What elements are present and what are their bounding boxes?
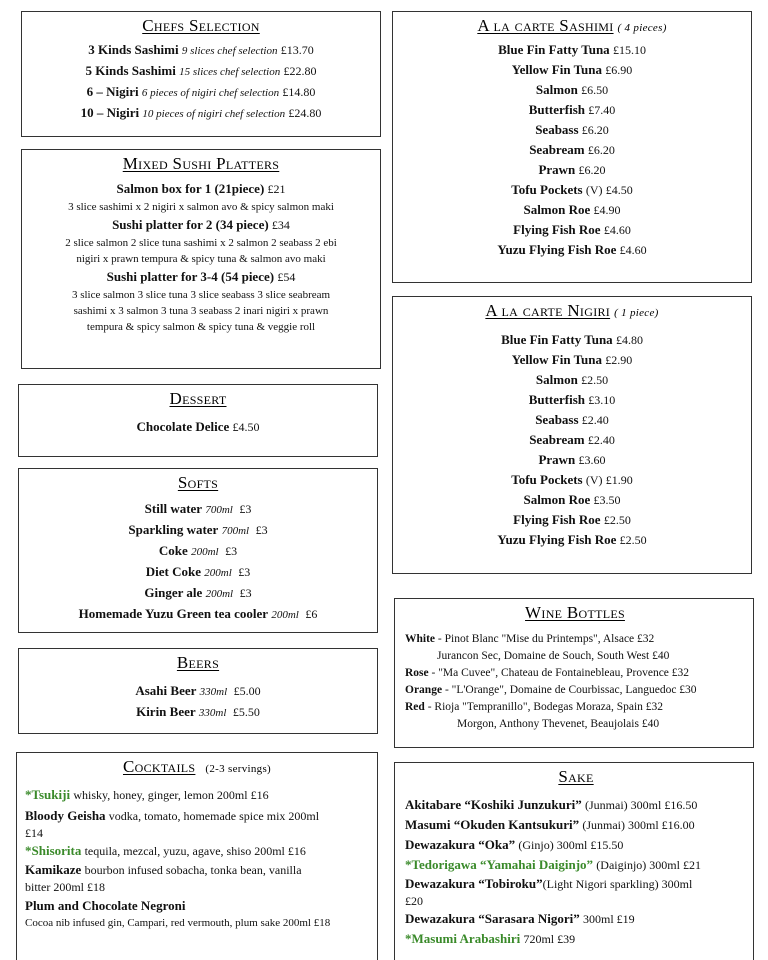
- list-item: Rose - "Ma Cuvee", Chateau de Fontainebleau, Provence £32: [405, 667, 690, 679]
- list-item: Blue Fin Fatty Tuna £15.10: [498, 42, 646, 57]
- list-item: Morgon, Anthony Thevenet, Beaujolais £40: [457, 718, 660, 730]
- list-item: Masumi “Okuden Kantsukuri” (Junmai) 300ml £16.00: [405, 817, 695, 832]
- list-item: Seabass £6.20: [535, 122, 609, 137]
- list-item: Homemade Yuzu Green tea cooler 200ml £6: [78, 606, 318, 621]
- cocktails-title: Cocktails (2-3 servings): [122, 757, 272, 776]
- list-item: Kamikaze bourbon infused sobacha, tonka bean, vanilla bitter 200ml £18: [25, 862, 302, 894]
- list-item: Chocolate Delice £4.50: [136, 419, 260, 434]
- list-item: Tofu Pockets (V) £1.90: [511, 472, 633, 487]
- chefs-selection-section: [21, 11, 381, 137]
- list-item: Yellow Fin Tuna £6.90: [511, 62, 633, 77]
- sashimi-title: A la carte Sashimi ( 4 pieces): [477, 16, 667, 35]
- list-item: Sparkling water 700ml £3: [128, 522, 268, 537]
- cocktails-section: [16, 752, 378, 960]
- list-item: Yuzu Flying Fish Roe £4.60: [497, 242, 647, 257]
- list-item: Diet Coke 200ml £3: [145, 564, 251, 579]
- list-item: 5 Kinds Sashimi 15 slices chef selection £22.80: [85, 63, 317, 78]
- sake-title: Sake: [558, 767, 594, 786]
- platters-title: Mixed Sushi Platters: [122, 154, 280, 173]
- chefs-list: [22, 40, 380, 124]
- list-item: Sushi platter for 3-4 (54 piece) £54: [106, 269, 296, 284]
- list-item: Salmon box for 1 (21piece) £21: [116, 181, 286, 196]
- softs-title: Softs: [177, 473, 219, 492]
- wine-section: [394, 598, 754, 748]
- list-item: Dewazakura “Oka” (Ginjo) 300ml £15.50: [405, 837, 624, 852]
- list-item: Dewazakura “Sarasara Nigori” 300ml £19: [405, 911, 635, 926]
- list-item: Yuzu Flying Fish Roe £2.50: [497, 532, 647, 547]
- nigiri-section: [392, 296, 752, 574]
- list-item: Still water 700ml £3: [144, 501, 252, 516]
- list-item: Salmon £2.50: [535, 372, 609, 387]
- list-item: Asahi Beer 330ml £5.00: [135, 683, 261, 698]
- item-description: 3 slice sashimi x 2 nigiri x salmon avo & spicy salmon maki: [68, 201, 334, 213]
- list-item: Yellow Fin Tuna £2.90: [511, 352, 633, 367]
- list-item: Prawn £6.20: [538, 162, 606, 177]
- list-item: *Tedorigawa “Yamahai Daiginjo” (Daiginjo) 300ml £21: [405, 857, 701, 872]
- list-item: Kirin Beer 330ml £5.50: [136, 704, 260, 719]
- platters-list: [22, 179, 380, 335]
- list-item: Dewazakura “Tobiroku”(Light Nigori sparkling) 300ml £20: [405, 876, 693, 908]
- list-item: Salmon £6.50: [535, 82, 609, 97]
- list-item: *Shisorita tequila, mezcal, yuzu, agave, shiso 200ml £16: [25, 843, 306, 858]
- list-item: Plum and Chocolate Negroni Cocoa nib infused gin, Campari, red vermouth, plum sake 200ml £18: [25, 898, 331, 929]
- list-item: Tofu Pockets (V) £4.50: [511, 182, 633, 197]
- list-item: Orange - "L'Orange", Domaine de Courbissac, Languedoc £30: [405, 684, 697, 696]
- item-description: tempura & spicy salmon & spicy tuna & veggie roll: [86, 321, 316, 333]
- list-item: Seabass £2.40: [535, 412, 609, 427]
- list-item: Blue Fin Fatty Tuna £4.80: [501, 332, 643, 347]
- list-item: Butterfish £7.40: [528, 102, 616, 117]
- list-item: Flying Fish Roe £4.60: [513, 222, 631, 237]
- dessert-title: Dessert: [169, 389, 227, 408]
- softs-section: [18, 468, 378, 633]
- list-item: Seabream £6.20: [529, 142, 615, 157]
- dessert-section: [18, 384, 378, 457]
- beers-section: [18, 648, 378, 734]
- list-item: Prawn £3.60: [538, 452, 606, 467]
- list-item: Flying Fish Roe £2.50: [513, 512, 631, 527]
- list-item: White - Pinot Blanc "Mise du Printemps", Alsace £32: [405, 633, 655, 645]
- list-item: Ginger ale 200ml £3: [144, 585, 252, 600]
- list-item: Coke 200ml £3: [158, 543, 238, 558]
- sake-section: [394, 762, 754, 960]
- list-item: Salmon Roe £3.50: [523, 492, 621, 507]
- list-item: Jurancon Sec, Domaine de Souch, South West £40: [437, 650, 670, 662]
- list-item: Red - Rioja "Tempranillo", Bodegas Moraza, Spain £32: [405, 701, 664, 713]
- list-item: *Tsukiji whisky, honey, ginger, lemon 200ml £16: [25, 787, 269, 802]
- wine-title: Wine Bottles: [525, 603, 625, 622]
- list-item: 6 – Nigiri 6 pieces of nigiri chef selection £14.80: [86, 84, 316, 99]
- item-description: nigiri x prawn tempura & spicy tuna & salmon avo maki: [76, 253, 326, 265]
- item-description: sashimi x 3 salmon 3 tuna 3 seabass 2 inari nigiri x prawn: [73, 305, 329, 317]
- nigiri-title: A la carte Nigiri ( 1 piece): [485, 301, 659, 320]
- platters-section: [21, 149, 381, 369]
- item-description: 3 slice salmon 3 slice tuna 3 slice seabass 3 slice seabream: [71, 289, 331, 301]
- sashimi-section: [392, 11, 752, 283]
- item-description: 2 slice salmon 2 slice tuna sashimi x 2 salmon 2 seabass 2 ebi: [65, 237, 337, 249]
- list-item: 3 Kinds Sashimi 9 slices chef selection £13.70: [88, 42, 314, 57]
- list-item: Seabream £2.40: [529, 432, 615, 447]
- beers-title: Beers: [176, 653, 220, 672]
- list-item: Butterfish £3.10: [528, 392, 616, 407]
- list-item: Salmon Roe £4.90: [523, 202, 621, 217]
- list-item: 10 – Nigiri 10 pieces of nigiri chef selection £24.80: [80, 105, 322, 120]
- list-item: Sushi platter for 2 (34 piece) £34: [112, 217, 290, 232]
- list-item: *Masumi Arabashiri 720ml £39: [405, 931, 576, 946]
- list-item: Akitabare “Koshiki Junzukuri” (Junmai) 300ml £16.50: [405, 797, 698, 812]
- chefs-selection-title: Chefs Selection: [142, 16, 260, 35]
- list-item: Bloody Geisha vodka, tomato, homemade spice mix 200ml £14: [25, 808, 320, 840]
